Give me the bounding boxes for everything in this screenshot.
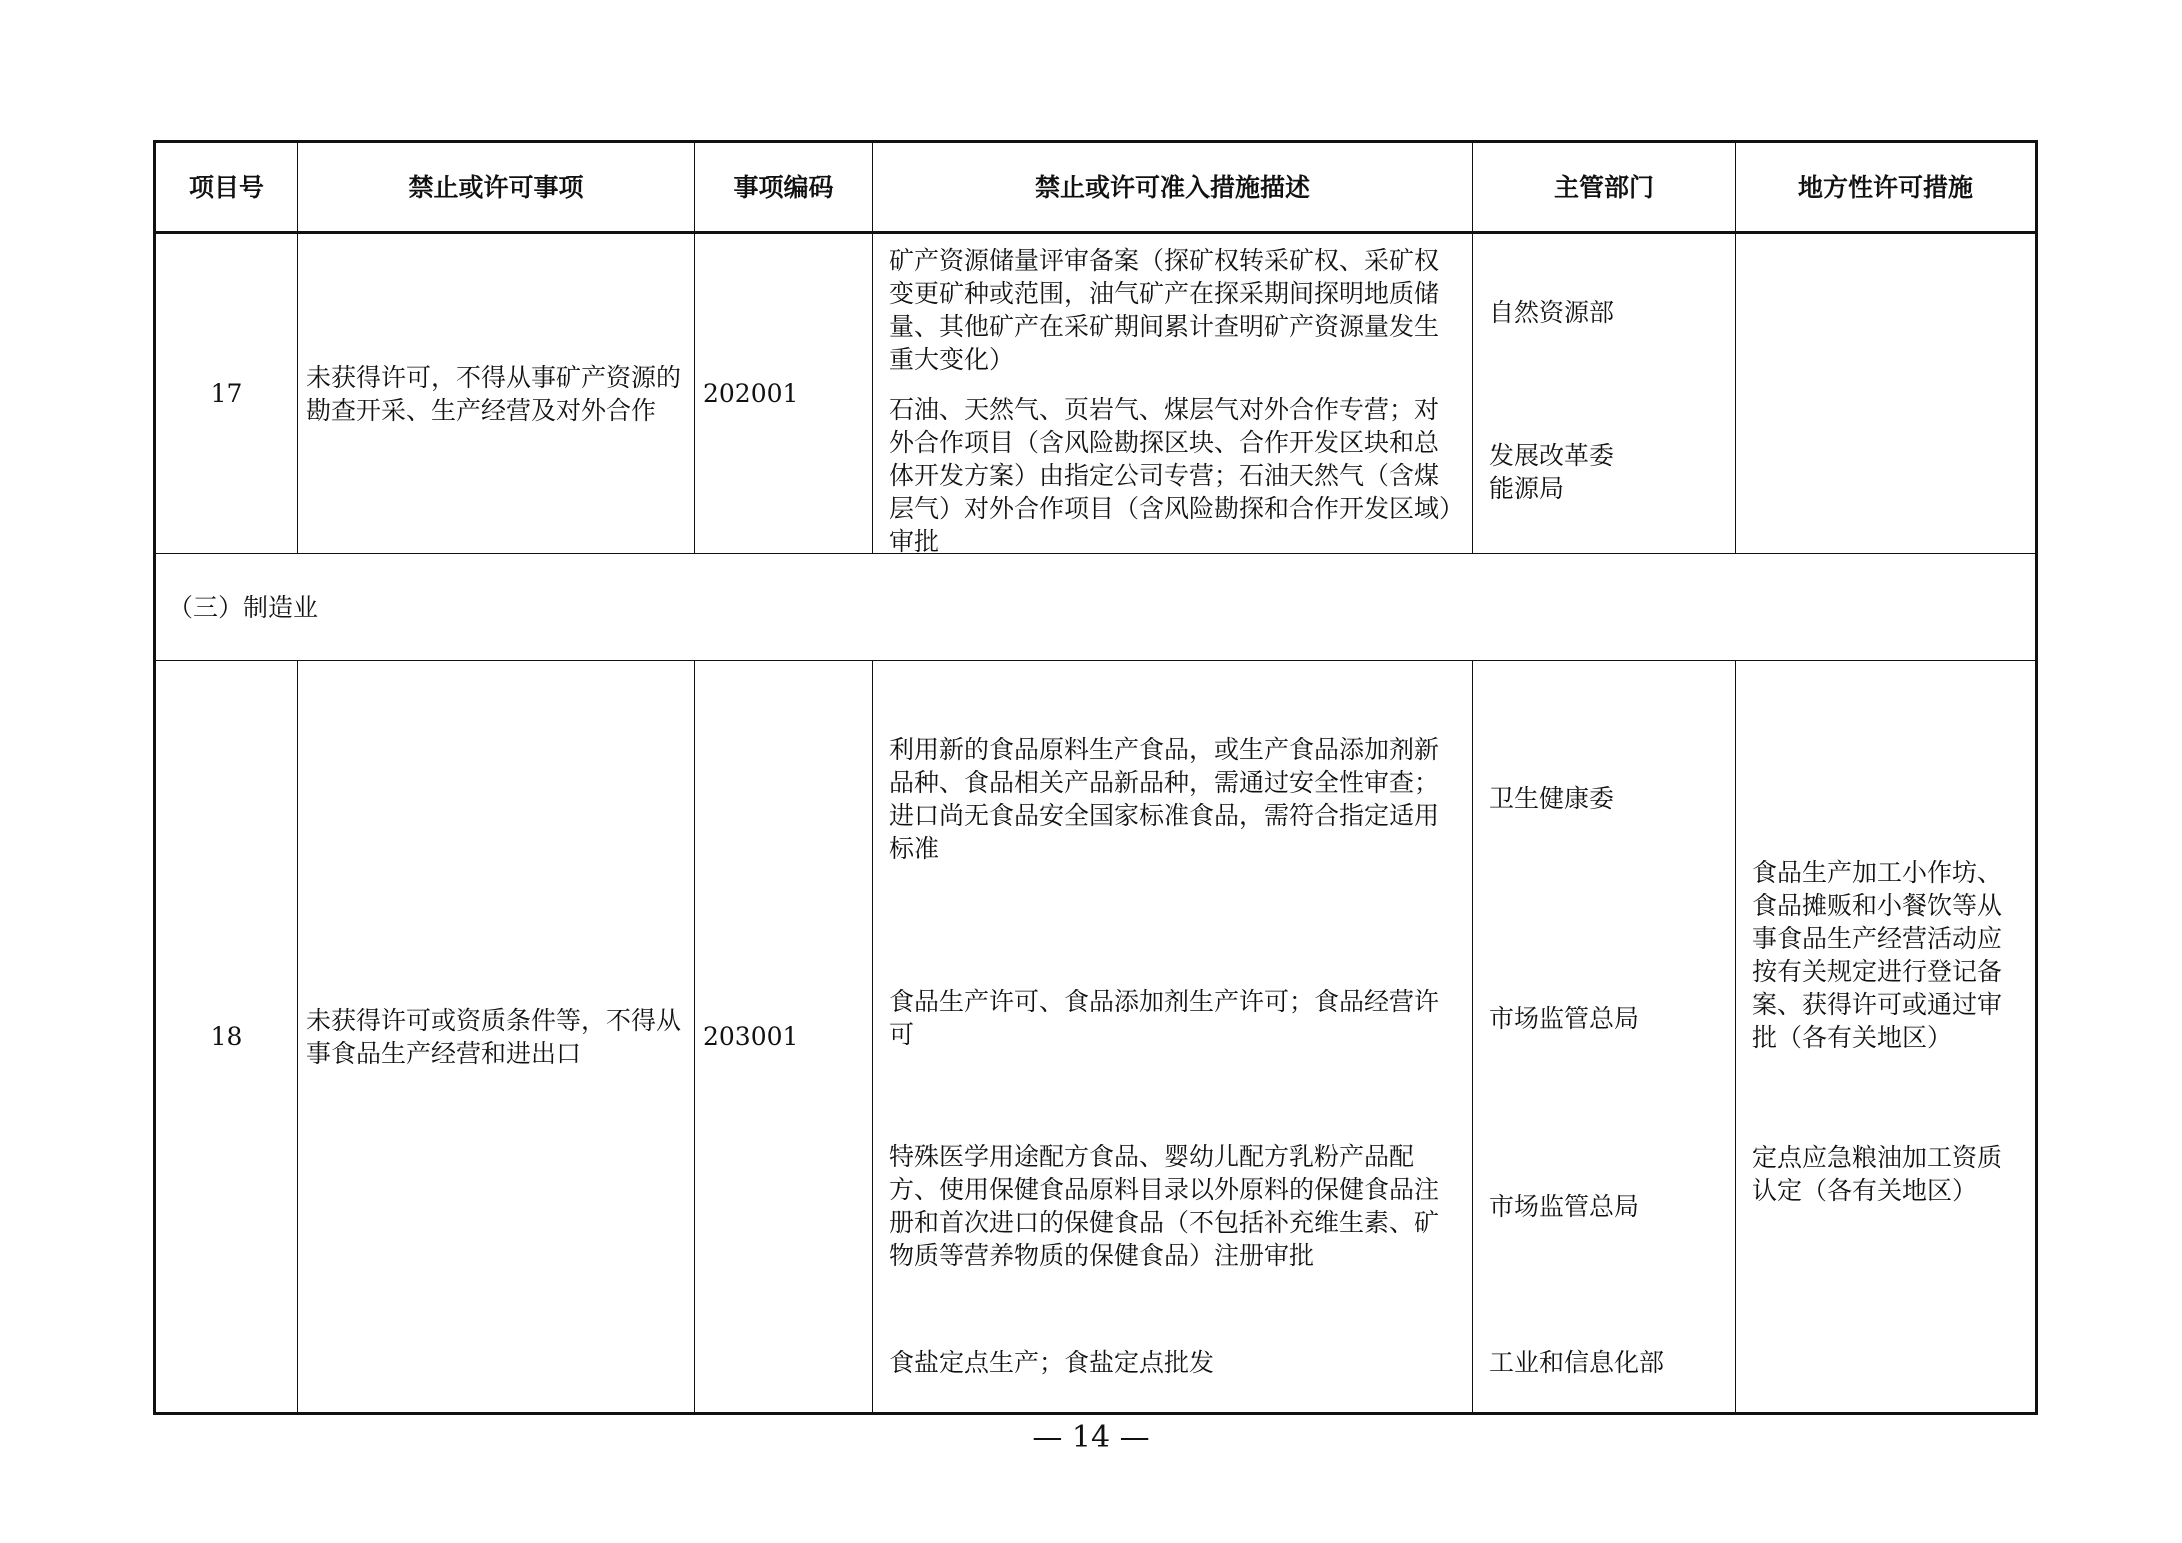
row18-desc-2: 食品生产许可、食品添加剂生产许可；食品经营许可 xyxy=(889,987,1440,1049)
row17-desc-2: 石油、天然气、页岩气、煤层气对外合作专营；对外合作项目（含风险勘探区块、合作开发区块和总体开发方案）由指定公司专营；石油天然气（含煤层气）对外合作项目（含风险勘探和合作开发区域）审批 xyxy=(889,395,1452,556)
row18-dept-4: 工业和信息化部 xyxy=(1489,1347,1665,1377)
header-item: 禁止或许可事项 xyxy=(298,142,695,233)
row17-code: 202001 xyxy=(695,233,873,554)
row18-dept-2: 市场监管总局 xyxy=(1489,1003,1640,1033)
row18-no: 18 xyxy=(155,661,298,1414)
row17-desc-1: 矿产资源储量评审备案（探矿权转采矿权、采矿权变更矿种或范围，油气矿产在探采期间探明地质储量、其他矿产在采矿期间累计查明矿产资源量发生重大变化） xyxy=(889,246,1440,374)
row17-local xyxy=(1736,233,2037,554)
row18-dept-1: 卫生健康委 xyxy=(1489,784,1615,813)
row18-local-2: 定点应急粮油加工资质认定（各有关地区） xyxy=(1752,1143,2003,1205)
header-row xyxy=(155,142,2037,233)
row18-dept-cell xyxy=(1473,661,1736,1414)
row18-code: 203001 xyxy=(695,661,873,1414)
header-item-no: 项目号 xyxy=(155,142,298,233)
header-code: 事项编码 xyxy=(695,142,873,233)
table-row-18 xyxy=(155,661,2037,1414)
header-desc: 禁止或许可准入措施描述 xyxy=(873,142,1473,233)
row17-item: 未获得许可，不得从事矿产资源的勘查开采、生产经营及对外合作 xyxy=(298,233,695,554)
permit-table xyxy=(153,140,2038,1415)
row18-desc-1: 利用新的食品原料生产食品，或生产食品添加剂新品种、食品相关产品新品种，需通过安全性审查；进口尚无食品安全国家标准食品，需符合指定适用标准 xyxy=(889,734,1440,863)
table-row-17 xyxy=(155,233,2037,554)
row17-desc-cell xyxy=(873,233,1473,554)
section-row xyxy=(155,554,2037,661)
page-number: — 14 — xyxy=(1032,1420,1150,1455)
row18-dept-3: 市场监管总局 xyxy=(1489,1191,1640,1221)
row18-desc-3: 特殊医学用途配方食品、婴幼儿配方乳粉产品配方、使用保健食品原料目录以外原料的保健食品注册和首次进口的保健食品（不包括补充维生素、矿物质等营养物质的保健食品）注册审批 xyxy=(889,1142,1440,1270)
header-dept: 主管部门 xyxy=(1473,142,1736,233)
row18-desc-cell xyxy=(873,661,1473,1414)
row17-dept-2: 发展改革委 能源局 xyxy=(1489,440,1615,503)
row17-no: 17 xyxy=(155,233,298,554)
header-local: 地方性许可措施 xyxy=(1736,142,2037,233)
row17-dept-cell xyxy=(1473,233,1736,554)
row18-item: 未获得许可或资质条件等，不得从事食品生产经营和进出口 xyxy=(298,661,695,1414)
row18-local-cell xyxy=(1736,661,2037,1414)
row18-desc-4: 食盐定点生产；食盐定点批发 xyxy=(889,1347,1215,1377)
row18-local-1: 食品生产加工小作坊、食品摊贩和小餐饮等从事食品生产经营活动应按有关规定进行登记备案、获得许可或通过审批（各有关地区） xyxy=(1752,857,2003,1052)
row17-dept-1: 自然资源部 xyxy=(1489,297,1615,327)
section-heading: （三）制造业 xyxy=(155,554,2037,661)
